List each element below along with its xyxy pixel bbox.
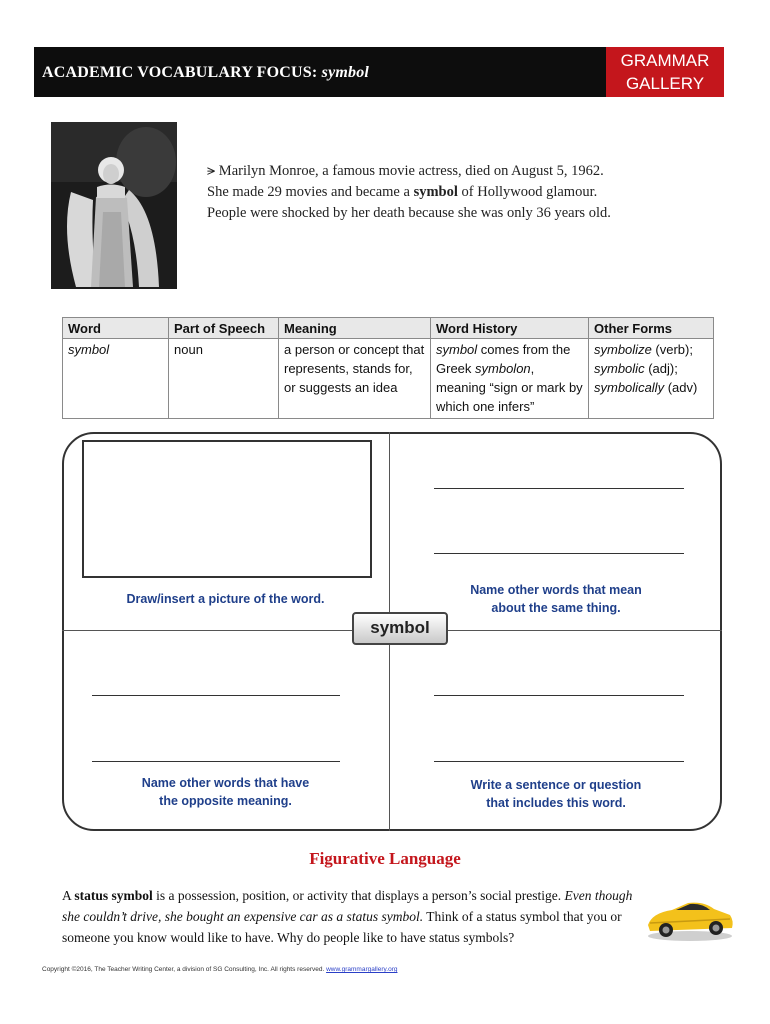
header-word: Word xyxy=(63,318,169,339)
cell-other-forms xyxy=(589,339,714,419)
brand-line-2: GALLERY xyxy=(625,74,705,93)
fig-example: Even though she couldn’t drive, she bought an expensive car as a status symbol. xyxy=(62,888,633,924)
caption-sentence xyxy=(390,776,722,812)
form-adj-pos: (adj); xyxy=(644,361,678,376)
website-link[interactable]: www.grammargallery.org xyxy=(326,966,398,973)
vocabulary-table xyxy=(62,317,714,419)
header-meaning: Meaning xyxy=(279,318,431,339)
intro-line-2 xyxy=(207,182,667,203)
page-title xyxy=(42,64,369,82)
figurative-language-heading: Figurative Language xyxy=(309,849,461,868)
history-text-2: , meaning “sign or mark by which one infers” xyxy=(436,361,583,414)
center-word-box: symbol xyxy=(352,612,448,645)
sports-car-image xyxy=(644,895,736,943)
intro-line-3: People were shocked by her death because she was only 36 years old. xyxy=(207,205,611,221)
synonym-line-1[interactable] xyxy=(434,488,684,489)
header-word-history: Word History xyxy=(431,318,589,339)
header-bar xyxy=(34,47,724,97)
title-word: symbol xyxy=(321,64,370,81)
form-adj-word: symbolic xyxy=(594,361,645,376)
cell-part-of-speech: noun xyxy=(169,339,279,419)
caption-antonyms-line-2: the opposite meaning. xyxy=(159,794,292,808)
form-adv xyxy=(594,378,708,397)
fig-text-1: A xyxy=(62,888,75,903)
word-value: symbol xyxy=(68,342,110,357)
form-verb-word: symbolize xyxy=(594,342,652,357)
history-text-1: comes from the Greek xyxy=(436,342,571,376)
synonym-line-2[interactable] xyxy=(434,553,684,554)
figurative-language-text xyxy=(62,885,642,948)
caption-picture: Draw/insert a picture of the word. xyxy=(126,592,325,606)
header-other-forms: Other Forms xyxy=(589,318,714,339)
intro-text xyxy=(207,161,667,224)
marilyn-monroe-photo xyxy=(51,122,177,289)
form-verb xyxy=(594,340,708,359)
antonym-line-2[interactable] xyxy=(92,761,340,762)
caption-synonyms-line-2: about the same thing. xyxy=(491,601,621,615)
history-greek: symbolon xyxy=(475,361,531,376)
picture-box[interactable] xyxy=(82,440,372,578)
intro-line-2-start: She made 29 movies and became a xyxy=(207,184,414,200)
form-adv-pos: (adv) xyxy=(664,380,698,395)
intro-line-1: ⪫ Marilyn Monroe, a famous movie actress, died on August 5, 1962. xyxy=(207,163,604,179)
sentence-line-1[interactable] xyxy=(434,695,684,696)
caption-antonyms-line-1: Name other words that have xyxy=(141,776,310,790)
form-verb-pos: (verb); xyxy=(651,342,693,357)
copyright-text: Copyright ©2016, The Teacher Writing Center, a division of SG Consulting, Inc. All rights reserved. xyxy=(42,966,327,973)
form-adj xyxy=(594,359,708,378)
caption-sentence-line-1: Write a sentence or question xyxy=(470,778,642,792)
antonym-line-1[interactable] xyxy=(92,695,340,696)
history-word: symbol xyxy=(436,342,478,357)
table-row xyxy=(63,339,714,419)
cell-meaning: a person or concept that represents, stands for, or suggests an idea xyxy=(279,339,431,419)
intro-key-word: symbol xyxy=(413,184,458,200)
cell-word-history xyxy=(431,339,589,419)
cell-word xyxy=(63,339,169,419)
title-prefix: ACADEMIC VOCABULARY FOCUS: xyxy=(42,64,318,81)
brand-badge xyxy=(606,47,724,97)
header-part-of-speech: Part of Speech xyxy=(169,318,279,339)
brand-line-1: GRAMMAR xyxy=(620,51,710,70)
caption-synonyms-line-1: Name other words that mean xyxy=(470,583,642,597)
caption-antonyms xyxy=(62,774,389,810)
intro-line-2-end: of Hollywood glamour. xyxy=(457,184,598,200)
table-header-row xyxy=(63,318,714,339)
fig-text-3: Think of a status symbol that you or someone you know would like to have. Why do people like to have status symbols? xyxy=(62,909,622,945)
caption-sentence-line-2: that includes this word. xyxy=(486,796,626,810)
fig-term: status symbol xyxy=(74,888,153,903)
copyright-footer xyxy=(42,966,397,973)
fig-text-2: is a possession, position, or activity that displays a person’s social prestige. xyxy=(152,888,565,903)
sentence-line-2[interactable] xyxy=(434,761,684,762)
form-adv-word: symbolically xyxy=(594,380,665,395)
